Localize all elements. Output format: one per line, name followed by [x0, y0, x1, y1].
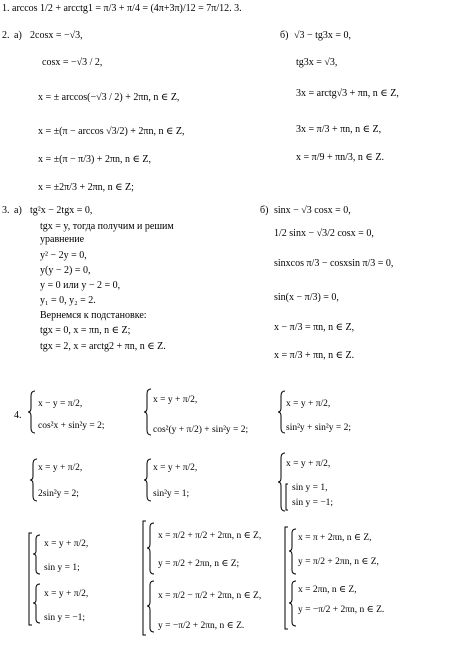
system-8-eq-3: x = π/2 − π/2 + 2πn, n ∈ Z, — [158, 591, 262, 601]
problem-2a-step-5: x = ±(π − π/3) + 2πn, n ∈ Z, — [38, 154, 152, 165]
problem-2b-label: б) — [280, 30, 289, 41]
problem-2b-step-1: √3 − tg3x = 0, — [294, 30, 352, 41]
system-9-eq-2: y = π/2 + 2πn, n ∈ Z, — [298, 557, 379, 567]
system-3-eq-1: x = y + π/2, — [286, 399, 331, 409]
system-5-eq-1: x = y + π/2, — [153, 463, 198, 473]
problem-2a-step-1: 2cosx = −√3, — [30, 30, 83, 41]
system-7-eq-4: sin y = −1; — [44, 613, 86, 623]
system-4-brace — [30, 458, 38, 502]
system-4-eq-1: x = y + π/2, — [38, 463, 83, 473]
problem-1-expression: arccos 1/2 + arcctg1 = π/3 + π/4 = (4π+3π)/12 = 7π/12. — [12, 3, 232, 14]
problem-2b-step-2: tg3x = √3, — [296, 57, 338, 68]
system-8-brace — [142, 520, 156, 636]
problem-3b-step-3: sinxcos π/3 − cosxsin π/3 = 0, — [274, 258, 394, 269]
system-7-brace — [28, 532, 42, 626]
problem-2a-step-6: x = ±2π/3 + 2πn, n ∈ Z; — [38, 182, 134, 193]
system-8-eq-1: x = π/2 + π/2 + 2πn, n ∈ Z, — [158, 531, 262, 541]
system-8-eq-2: y = π/2 + 2πn, n ∈ Z; — [158, 559, 240, 569]
problem-1-answer: 3. — [234, 3, 242, 14]
system-9-brace — [284, 526, 298, 630]
system-9-eq-1: x = π + 2πn, n ∈ Z, — [298, 533, 372, 543]
problem-3a-step-10: tgx = 2, x = arctg2 + πn, n ∈ Z. — [40, 341, 166, 352]
system-3-eq-2: sin²y + sin²y = 2; — [286, 423, 351, 433]
system-4-eq-2: 2sin²y = 2; — [38, 489, 79, 499]
problem-3a-step-1: tg²x − 2tgx = 0, — [30, 205, 93, 216]
system-9-eq-3: x = 2πn, n ∈ Z, — [298, 585, 357, 595]
system-1-brace — [28, 390, 36, 434]
problem-2-label: 2. — [2, 30, 10, 41]
problem-3a-step-3: уравнение — [40, 234, 85, 245]
problem-2b-step-3: 3x = arctg√3 + πn, n ∈ Z, — [296, 88, 399, 99]
problem-2b-step-5: x = π/9 + πn/3, n ∈ Z. — [296, 152, 384, 163]
problem-3a-label: а) — [14, 205, 22, 216]
system-7-eq-1: x = y + π/2, — [44, 539, 89, 549]
problem-2b-step-4: 3x = π/3 + πn, n ∈ Z, — [296, 124, 382, 135]
problem-2a-step-3: x = ± arccos(−√3 / 2) + 2πn, n ∈ Z, — [38, 92, 180, 103]
system-7-eq-2: sin y = 1; — [44, 563, 80, 573]
problem-3b-step-2: 1/2 sinx − √3/2 cosx = 0, — [274, 228, 374, 239]
problem-3a-step-2: tgx = y, тогда получим и решим — [40, 221, 174, 232]
problem-3-label: 3. — [2, 205, 10, 216]
problem-3a-step-9: tgx = 0, x = πn, n ∈ Z; — [40, 325, 131, 336]
problem-1-label: 1. — [2, 3, 10, 14]
system-9-eq-4: y = −π/2 + 2πn, n ∈ Z. — [298, 605, 385, 615]
system-3-brace — [278, 390, 286, 434]
system-5-eq-2: sin²y = 1; — [153, 489, 190, 499]
problem-3b-step-6: x = π/3 + πn, n ∈ Z. — [274, 350, 355, 361]
system-6-eq-3: sin y = −1; — [292, 498, 334, 508]
problem-2a-step-4: x = ±(π − arccos √3/2) + 2πn, n ∈ Z, — [38, 126, 185, 137]
problem-3b-step-1: sinx − √3 cosx = 0, — [274, 205, 351, 216]
system-7-eq-3: x = y + π/2, — [44, 589, 89, 599]
problem-3a-step-8: Вернемся к подстановке: — [40, 310, 147, 321]
system-1-eq-2: cos²x + sin²y = 2; — [38, 421, 105, 431]
problem-4-label: 4. — [14, 410, 22, 421]
problem-3b-label: б) — [260, 205, 269, 216]
problem-1-line — [2, 3, 242, 15]
system-1-eq-1: x − y = π/2, — [38, 399, 83, 409]
problem-3b-step-5: x − π/3 = πn, n ∈ Z, — [274, 322, 355, 333]
system-6-eq-2: sin y = 1, — [292, 483, 328, 493]
system-2-eq-1: x = y + π/2, — [153, 395, 198, 405]
system-2-brace — [144, 388, 152, 436]
system-2-eq-2: cos²(y + π/2) + sin²y = 2; — [153, 425, 249, 435]
problem-3a-step-6: y = 0 или y − 2 = 0, — [40, 280, 121, 291]
problem-2a-step-2: cosx = −√3 / 2, — [42, 57, 103, 68]
problem-2a-label: а) — [14, 30, 22, 41]
problem-3a-step-5: y(y − 2) = 0, — [40, 265, 91, 276]
system-8-eq-4: y = −π/2 + 2πn, n ∈ Z. — [158, 621, 245, 631]
problem-3b-step-4: sin(x − π/3) = 0, — [274, 292, 339, 303]
system-6-eq-1: x = y + π/2, — [286, 459, 331, 469]
problem-3a-step-7: y₁ = 0, y₂ = 2. — [40, 295, 96, 306]
problem-3a-step-4: y² − 2y = 0, — [40, 250, 87, 261]
system-5-brace — [144, 458, 152, 502]
